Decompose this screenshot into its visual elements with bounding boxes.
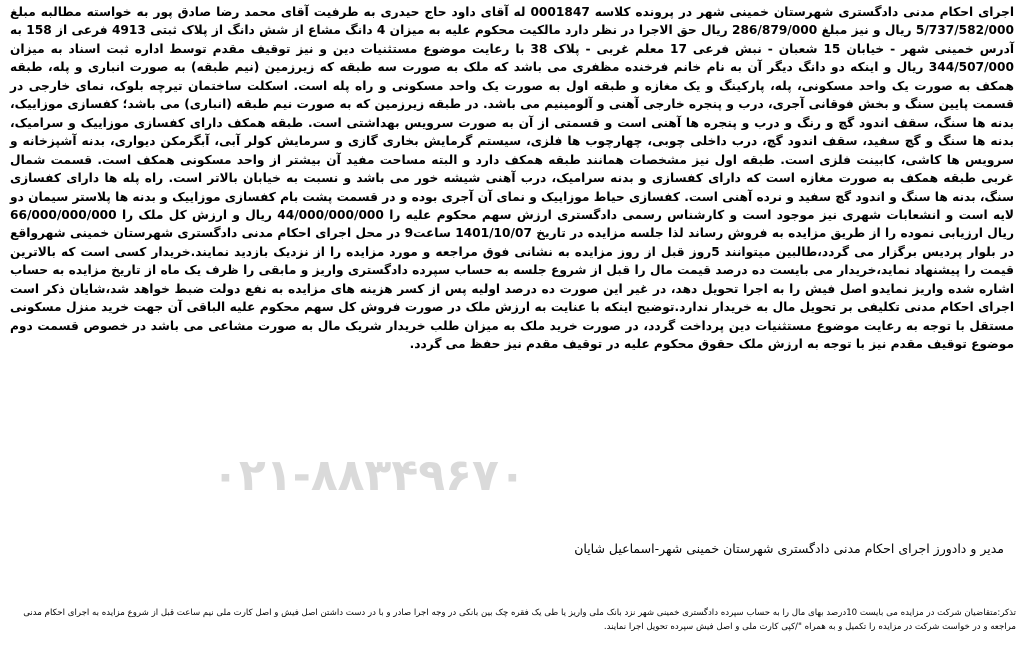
notice-body: اجرای احکام مدنی دادگستری شهرستان خمینی شهر در پرونده کلاسه 0001847 له آقای داود حاج حیدری به طرفیت آقای محمد رضا صادق پور به خواسته مطالبه مبلغ 5/737/582/000 ریال و نیز مبلغ 286/879/000 ریال حق الاجرا در نظر دارد مالکیت محکوم علیه به میزان 4 دانگ مشاع از شش دانگ از پلاک ثبتی 4913 فرعی از 158 به آدرس خمینی شهر - خیابان 15 شعبان - نبش فرعی 17 معلم غربی - پلاک 38 با رعایت موضوع مستثنیات دین و نیز توقیف مقدم توسط اداره ثبت اسناد به میزان 344/507/000 ریال و اینکه دو دانگ دیگر آن به نام خانم فرخنده مظفری می باشد که ملک به صورت سه طبقه که زیرزمین (نیم طبقه) به صورت انباری و پله، طبقه همکف به صورت یک واحد مسکونی، پله، پارکینگ و یک مغازه و طبقه اول به صورت یک واحد مسکونی و راه پله است. اسکلت ساختمان تیرچه بلوک، نمای خارجی در قسمت پایین سنگ و بخش فوقانی آجری، درب و پنجره خارجی آهنی و آلومینیم می باشد. در طبقه زیرزمین که به صورت نیم طبقه (انباری) می باشد؛ کفسازی موزاییک، بدنه ها سنگ، سقف اندود گچ و رنگ و درب و پنجره ها آهنی است و قسمتی از آن به صورت سرویس بهداشتی است. طبقه همکف دارای کفسازی موزاییک و سرامیک، بدنه ها سنگ و گچ سفید، سقف اندود گچ، درب داخلی چوبی، چهارچوب ها فلزی، سیستم گرمایش بخاری گازی و سرمایش کولر آبی، آبگرمکن دیواری، بدنه آشپزخانه و سرویس ها کاشی، کابینت فلزی است. طبقه اول نیز مشخصات همانند طبقه همکف دارد و البته مساحت مفید آن بیشتر از واحد مسکونی همکف است. قسمت شمال غربی طبقه همکف به صورت مغازه است که دارای کفسازی و بدنه سرامیک، درب آهنی شیشه خور می باشد و نسبت به خیابان بالاتر است. راه پله ها دارای کفسازی سنگ، بدنه ها سنگ و اندود گچ سفید و نرده آهنی است. کفسازی حیاط موزاییک و نمای آن آجری بوده و در قسمت پشت بام کفسازی موزاییک و بدنه ها پلاستر سیمان دو لایه است و انشعابات شهری نیز موجود است و کارشناس رسمی دادگستری ارزش سهم محکوم علیه را 44/000/000/000 ریال و ارزش کل ملک را 66/000/000/000 ریال ارزیابی نموده را از طریق مزایده به فروش رساند لذا جلسه مزایده در تاریخ 1401/10/07 ساعت9 در محل اجرای احکام مدنی دادگستری شهرستان خمینی شهرواقع در بلوار پردیس برگزار می گردد،طالبین میتوانند 5روز قبل از روز مزایده به نشانی فوق مراجعه و مورد مزایده را از نزدیک بازدید نمایند.خریدار کسی است که بالاترین قیمت را پیشنهاد نماید،خریدار می بایست ده درصد قیمت مال را قبل از شروع جلسه به حساب سپرده دادگستری واریز و مابقی را ظرف یک ماه از تاریخ مزایده به حساب اشاره شده واریز نمایدو اصل فیش را به اجرا تحویل دهد، در غیر این صورت ده درصد اولیه پس از کسر هزینه های مزایده به نفع دولت ضبط خواهد شد،شایان ذکر است اجرای احکام مدنی تکلیفی بر تحویل مال به خریدار ندارد.توضیح اینکه با عنایت به ارزش ملک در صورت فروش کل سهم محکوم علیه الباقی آن جهت خرید منزل مسکونی مستقل با توجه به رعایت موضوع مستثنیات دین پرداخت گردد، در صورت خرید ملک به میزان طلب خریدار شریک مال به صورت مشاعی می باشد در خصوص قسمت دوم موضوع توقیف مقدم نیز با توجه به ارزش ملک حقوق محکوم علیه در توقیف مقدم نیز حفظ می گردد.	[10, 5, 1015, 352]
footnote: تذکر:متقاضیان شرکت در مزایده می بایست 10درصد بهای مال را به حساب سپرده دادگستری خمینی شهر نزد بانک ملی واریز یا طی یک فقره چک بین بانکی در وجه اجرا صادر و با در دست داشتن اصل فیش و اصل کارت ملی نیم ساعت قبل از شروع مزایده به اجرای احکام مدنی مراجعه و در خواست شرکت در مزایده را تکمیل و به همراه "/کپی کارت ملی و اصل فیش سپرده تحویل اجرا نمایند.	[23, 608, 1016, 632]
phone-watermark: ۰۲۱-۸۸۳۴۹۶۷۰	[212, 450, 526, 501]
signature-line: مدیر و دادورز اجرای احکام مدنی دادگستری شهرستان خمینی شهر-اسماعیل شایان	[574, 541, 1004, 556]
